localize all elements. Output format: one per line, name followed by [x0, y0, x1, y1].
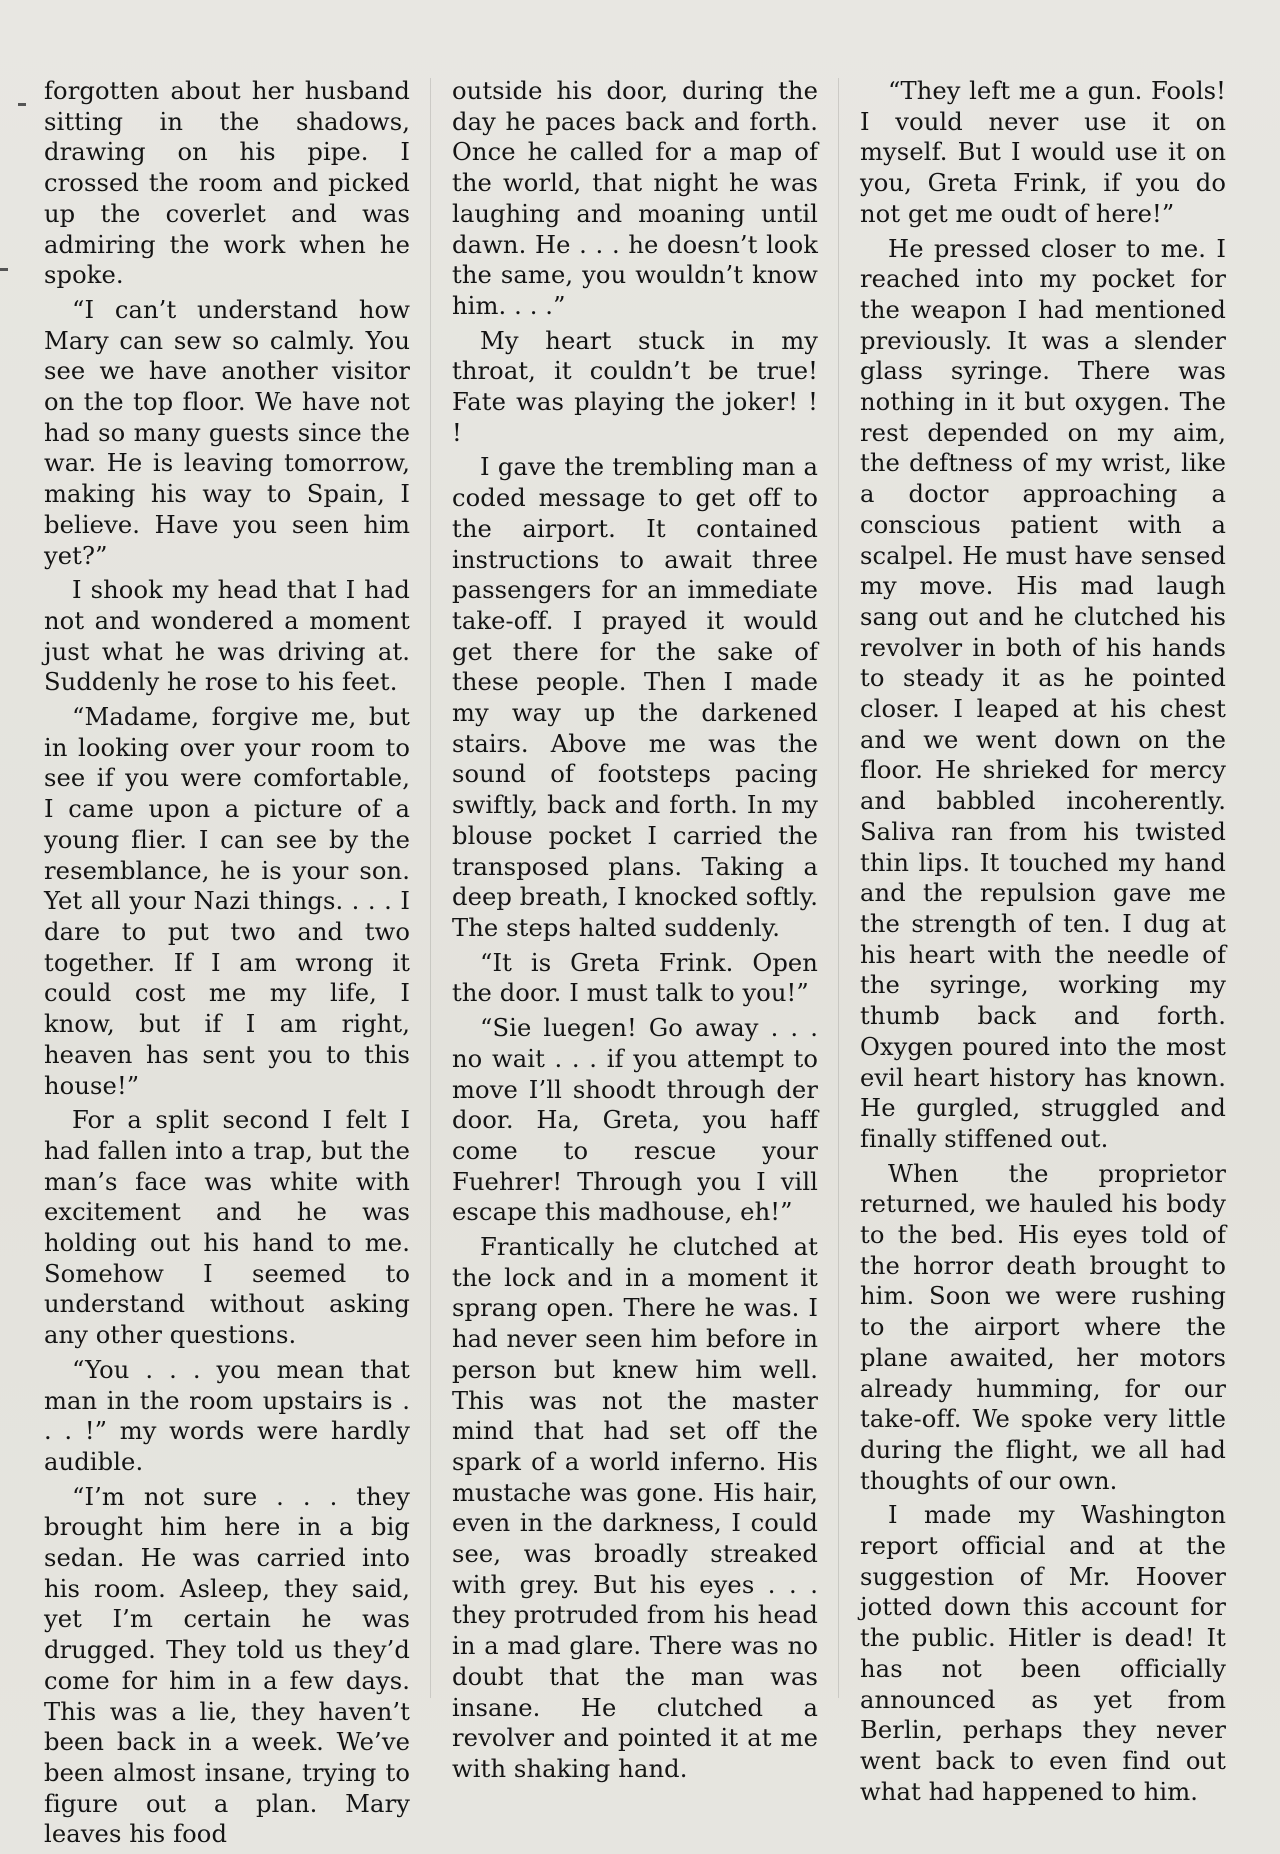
- paragraph: forgotten about her husband sitting in the shadows, drawing on his pipe. I crossed the room and picked up the coverlet and was admiring the work when he spoke.: [44, 77, 410, 290]
- paragraph: “It is Greta Frink. Open the door. I must talk to you!”: [452, 948, 818, 1008]
- paragraph: “They left me a gun. Fools! I vould never use it on myself. But I would use it on you, Greta Frink, if you do not get me oudt of here!”: [860, 77, 1226, 228]
- paragraph: My heart stuck in my throat, it couldn’t be true! Fate was playing the joker! ! !: [452, 326, 818, 447]
- paragraph: “You . . . you mean that man in the room upstairs is . . . !” my words were hardly audible.: [44, 1355, 410, 1476]
- paragraph: I shook my head that I had not and wondered a moment just what he was driving at. Suddenly he rose to his feet.: [44, 576, 410, 697]
- paragraph: For a split second I felt I had fallen into a trap, but the man’s face was white with excitement and he was holding out his hand to me. Somehow I seemed to understand without asking any other questions.: [44, 1106, 410, 1350]
- text-column-1: [44, 76, 410, 1854]
- paragraph: “I can’t understand how Mary can sew so calmly. You see we have another visitor on the top floor. We have not had so many guests since the war. He is leaving tomorrow, making his way to Spain, I believe. Have you seen him yet?”: [44, 295, 410, 570]
- paragraph: “Madame, forgive me, but in looking over your room to see if you were comfortable, I came upon a picture of a young flier. I can see by the resemblance, he is your son. Yet all your Nazi things. . . . I dare to put two and two together. If I am wrong it could cost me my life, I know, but if I am right, heaven has sent you to this house!”: [44, 703, 410, 1100]
- column-gutter: [430, 78, 431, 1698]
- text-column-2: [452, 76, 818, 1789]
- page-edge-mark: [0, 268, 8, 271]
- paragraph: Frantically he clutched at the lock and in a moment it sprang open. There he was. I had never seen him before in person but knew him well. This was not the master mind that had set off the spark of a world inferno. His mustache was gone. His hair, even in the darkness, I could see, was broadly streaked with grey. But his eyes . . . they protruded from his head in a mad glare. There was no doubt that the man was insane. He clutched a revolver and pointed it at me with shaking hand.: [452, 1233, 818, 1783]
- text-column-3: [860, 76, 1226, 1811]
- paragraph: He pressed closer to me. I reached into my pocket for the weapon I had mentioned previously. It was a slender glass syringe. There was nothing in it but oxygen. The rest depended on my aim, the deftness of my wrist, like a doctor approaching a conscious patient with a scalpel. He must have sensed my move. His mad laugh sang out and he clutched his revolver in both of his hands to steady it as he pointed closer. I leaped at his chest and we went down on the floor. He shrieked for mercy and babbled incoherently. Saliva ran from his twisted thin lips. It touched my hand and the repulsion gave me the strength of ten. I dug at his heart with the needle of the syringe, working my thumb back and forth. Oxygen poured into the most evil heart history has known. He gurgled, struggled and finally stiffened out.: [860, 234, 1226, 1153]
- paragraph: outside his door, during the day he paces back and forth. Once he called for a map of the world, that night he was laughing and moaning until dawn. He . . . he doesn’t look the same, you wouldn’t know him. . . .”: [452, 77, 818, 320]
- paragraph: “Sie luegen! Go away . . . no wait . . . if you attempt to move I’ll shoodt through der door. Ha, Greta, you haff come to rescue your Fuehrer! Through you I vill escape this madhouse, eh!”: [452, 1014, 818, 1227]
- paragraph: “I’m not sure . . . they brought him here in a big sedan. He was carried into his room. Asleep, they said, yet I’m certain he was drugged. They told us they’d come for him in a few days. This was a lie, they haven’t been back in a week. We’ve been almost insane, trying to figure out a plan. Mary leaves his food: [44, 1482, 410, 1849]
- paragraph: I gave the trembling man a coded message to get off to the airport. It contained instructions to await three passengers for an immediate take-off. I prayed it would get there for the sake of these people. Then I made my way up the darkened stairs. Above me was the sound of footsteps pacing swiftly, back and forth. In my blouse pocket I carried the transposed plans. Taking a deep breath, I knocked softly. The steps halted suddenly.: [452, 453, 818, 942]
- column-gutter: [838, 78, 839, 1698]
- page-edge-mark: [18, 103, 26, 106]
- paragraph: I made my Washington report official and at the suggestion of Mr. Hoover jotted down this account for the public. Hitler is dead! It has not been officially announced as yet from Berlin, perhaps they never went back to even find out what had happened to him.: [860, 1501, 1226, 1806]
- paragraph: When the proprietor returned, we hauled his body to the bed. His eyes told of the horror death brought to him. Soon we were rushing to the airport where the plane awaited, her motors already humming, for our take-off. We spoke very little during the flight, we all had thoughts of our own.: [860, 1159, 1226, 1495]
